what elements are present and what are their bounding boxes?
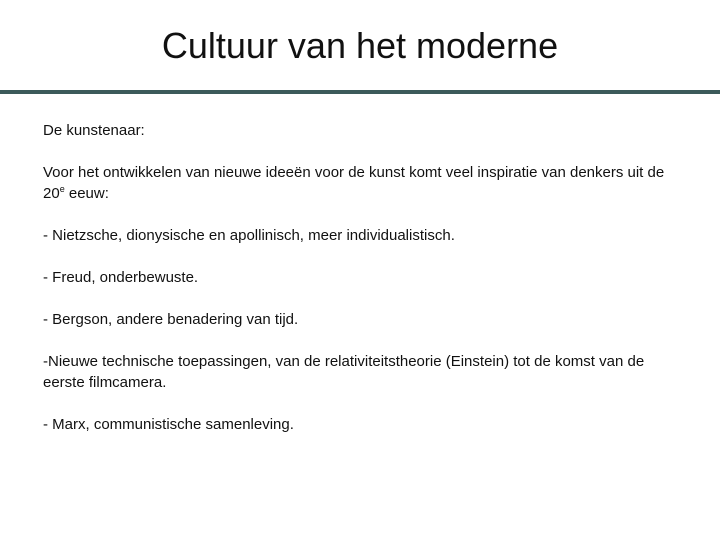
title-divider — [0, 90, 720, 94]
section-heading: De kunstenaar: — [43, 122, 145, 139]
list-item: - Freud, onderbewuste. — [43, 269, 199, 286]
slide-title: Cultuur van het moderne — [161, 25, 559, 66]
intro-paragraph — [43, 162, 683, 204]
slide-body — [43, 120, 683, 435]
intro-text: Voor het ontwikkelen van nieuwe ideeën voor de kunst komt veel inspiratie van denkers uit de 20 — [43, 164, 665, 202]
list-item: - Bergson, andere benadering van tijd. — [43, 311, 299, 328]
intro-text-end: eeuw: — [64, 185, 109, 202]
list-item: - Marx, communistische samenleving. — [43, 416, 294, 433]
century-superscript: e — [59, 184, 65, 194]
list-item: -Nieuwe technische toepassingen, van de relativiteitstheorie (Einstein) tot de komst van de eerste filmcamera. — [43, 353, 645, 391]
list-item: - Nietzsche, dionysische en apollinisch, meer individualistisch. — [43, 227, 455, 244]
